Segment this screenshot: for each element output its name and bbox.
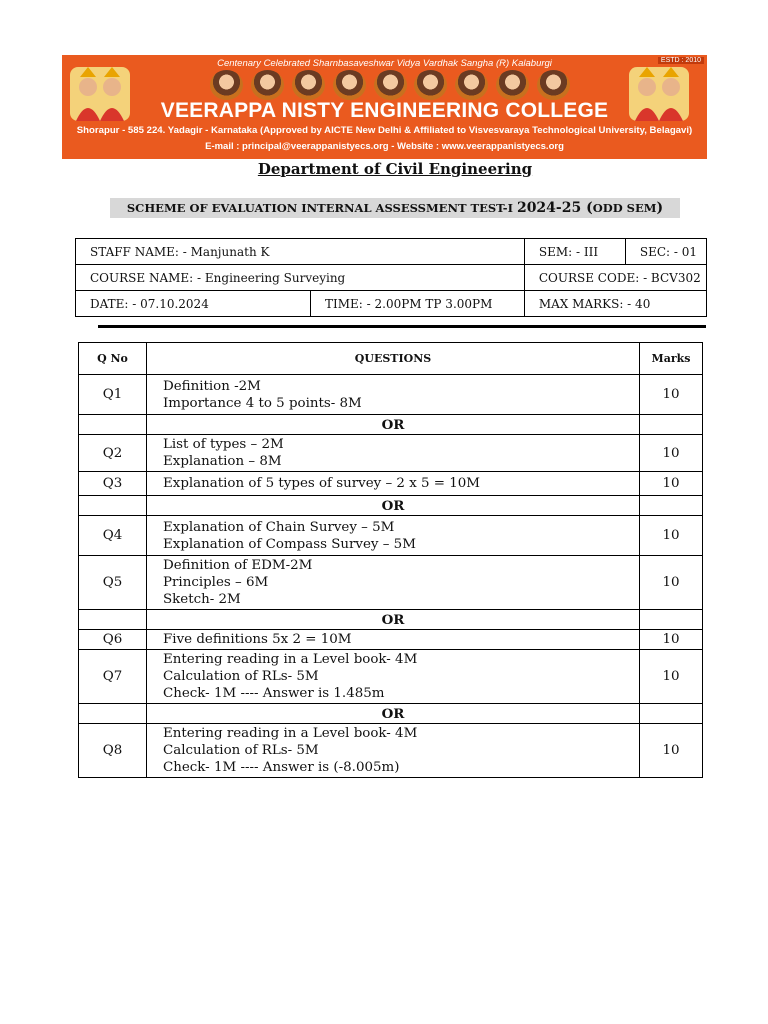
question-line: Entering reading in a Level book- 4M (163, 652, 418, 667)
question-text (147, 375, 640, 415)
question-marks: 10 (640, 375, 703, 415)
question-marks: 10 (640, 724, 703, 778)
question-marks: 10 (640, 435, 703, 472)
scheme-paren-open: ( (581, 200, 593, 216)
scheme-year: 2024-25 (516, 200, 582, 216)
max-marks: MAX MARKS: - 40 (524, 291, 706, 317)
banner-tagline: Centenary Celebrated Sharnbasaveshwar Vidya Vardhak Sangha (R) Kalaburgi (217, 58, 552, 69)
question-number: Q3 (79, 472, 147, 496)
marks-header: Marks (640, 343, 703, 375)
table-row (79, 556, 703, 610)
scheme-paren-close: ) (656, 200, 664, 216)
department-title: Department of Civil Engineering (257, 160, 533, 178)
question-number: Q6 (79, 630, 147, 650)
question-text (147, 724, 640, 778)
question-line: Importance 4 to 5 points- 8M (163, 395, 362, 411)
portrait-strip (210, 70, 570, 100)
staff-name: STAFF NAME: - Manjunath K (76, 239, 525, 265)
or-row (79, 496, 703, 516)
question-marks: 10 (640, 516, 703, 556)
college-name: VEERAPPA NISTY ENGINEERING COLLEGE (160, 99, 609, 122)
table-row (79, 724, 703, 778)
question-line: Entering reading in a Level book- 4M (163, 726, 418, 741)
or-label: OR (147, 704, 640, 724)
semester: SEM: - III (524, 239, 625, 265)
question-text (147, 516, 640, 556)
table-row (79, 516, 703, 556)
questions-header: QUESTIONS (147, 343, 640, 375)
portrait-icon (333, 70, 366, 100)
question-line: Explanation of Chain Survey – 5M (163, 519, 395, 535)
or-row (79, 415, 703, 435)
college-contact: E-mail : principal@veerappanistyecs.org - Website : www.veerappanistyecs.org (205, 141, 564, 152)
scheme-title (110, 198, 680, 218)
question-line: Principles – 6M (163, 575, 269, 590)
qno-header: Q No (79, 343, 147, 375)
question-number: Q1 (79, 375, 147, 415)
college-address: Shorapur - 585 224. Yadagir - Karnataka (Approved by AICTE New Delhi & Affiliated to Visvesvaraya Technological University, Belagavi) (76, 125, 693, 136)
question-line: Check- 1M ---- Answer is 1.485m (163, 686, 385, 701)
question-marks: 10 (640, 630, 703, 650)
questions-table (78, 342, 703, 778)
portrait-icon (251, 70, 284, 100)
question-line: Definition -2M (163, 378, 261, 394)
question-number: Q2 (79, 435, 147, 472)
question-number: Q8 (79, 724, 147, 778)
question-marks: 10 (640, 556, 703, 610)
or-label: OR (147, 496, 640, 516)
estd-badge: ESTD : 2010 (658, 57, 704, 64)
exam-info-table (75, 238, 707, 317)
question-line: Calculation of RLs- 5M (163, 743, 319, 758)
or-label: OR (147, 610, 640, 630)
course-name: COURSE NAME: - Engineering Surveying (76, 265, 525, 291)
scheme-sem: ODD SEM (592, 201, 657, 215)
question-line: Explanation of 5 types of survey – 2 x 5 = 10M (163, 476, 481, 491)
or-row (79, 610, 703, 630)
question-line: Sketch- 2M (163, 592, 241, 607)
question-text (147, 472, 640, 496)
question-number: Q7 (79, 650, 147, 704)
portrait-icon (210, 70, 243, 100)
college-banner (62, 55, 707, 159)
portrait-icon (292, 70, 325, 100)
portrait-icon (496, 70, 529, 100)
question-marks: 10 (640, 472, 703, 496)
table-row (79, 630, 703, 650)
question-line: Five definitions 5x 2 = 10M (163, 632, 352, 647)
question-marks: 10 (640, 650, 703, 704)
portrait-icon (537, 70, 570, 100)
table-row (79, 650, 703, 704)
divider-rule (98, 325, 706, 328)
question-line: Explanation – 8M (163, 454, 282, 469)
section: SEC: - 01 (625, 239, 706, 265)
question-line: Calculation of RLs- 5M (163, 669, 319, 684)
question-number: Q5 (79, 556, 147, 610)
table-row (79, 472, 703, 496)
portrait-icon (374, 70, 407, 100)
exam-date: DATE: - 07.10.2024 (76, 291, 311, 317)
exam-time: TIME: - 2.00PM TP 3.00PM (311, 291, 525, 317)
question-text (147, 630, 640, 650)
table-row (79, 435, 703, 472)
question-text (147, 650, 640, 704)
question-text (147, 556, 640, 610)
table-row (79, 375, 703, 415)
scheme-prefix: SCHEME OF EVALUATION INTERNAL ASSESSMENT TEST-I (126, 201, 517, 215)
question-text (147, 435, 640, 472)
or-row (79, 704, 703, 724)
question-line: Definition of EDM-2M (163, 558, 313, 573)
or-label: OR (147, 415, 640, 435)
course-code: COURSE CODE: - BCV302 (524, 265, 706, 291)
portrait-icon (414, 70, 447, 100)
portrait-icon (455, 70, 488, 100)
question-line: List of types – 2M (163, 437, 284, 452)
question-line: Check- 1M ---- Answer is (-8.005m) (163, 760, 400, 775)
question-number: Q4 (79, 516, 147, 556)
question-line: Explanation of Compass Survey – 5M (163, 536, 416, 552)
